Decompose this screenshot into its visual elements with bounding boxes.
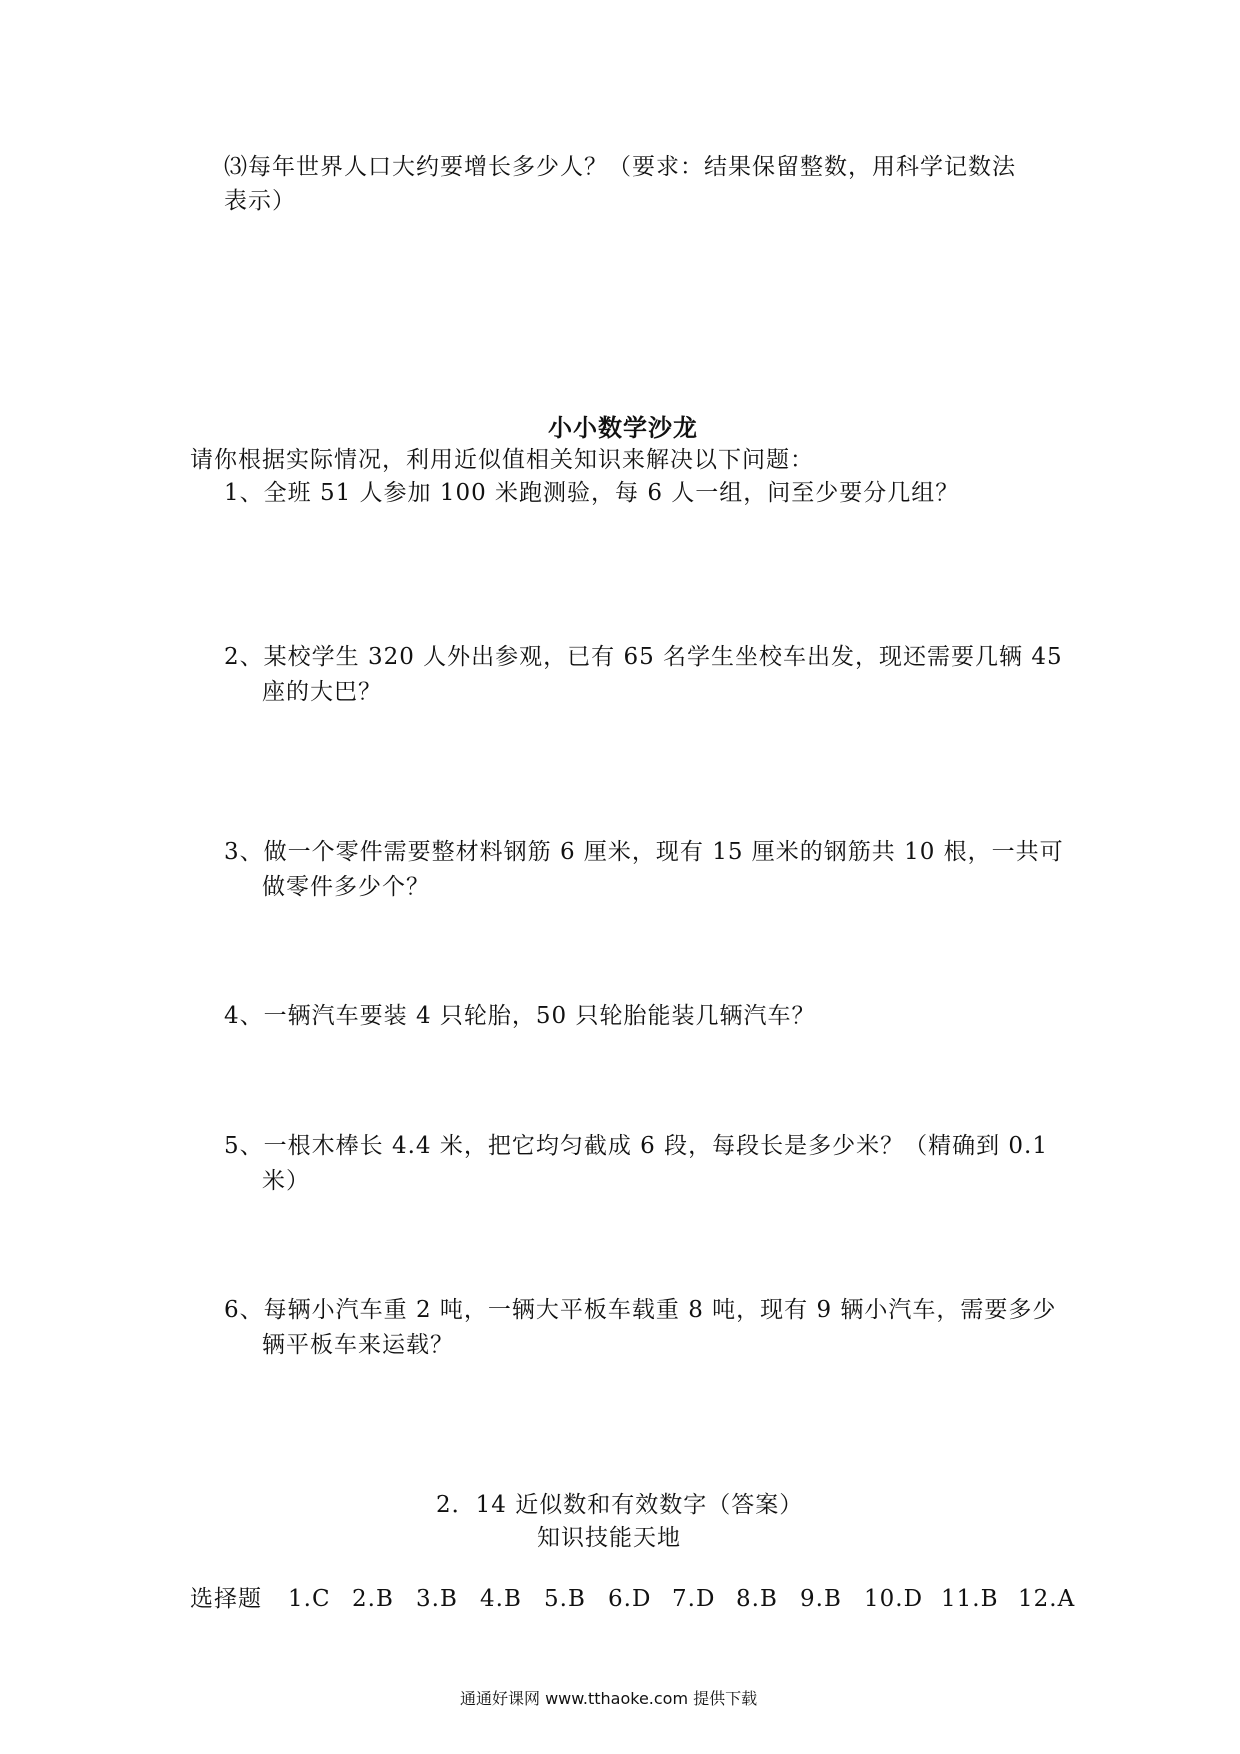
problem-5-line2: 米） (262, 1168, 310, 1194)
problem-3-line2: 做零件多少个？ (262, 874, 430, 900)
page-footer: 通通好课网 www.tthaoke.com 提供下载 (460, 1689, 758, 1708)
answers-label: 选择题 (190, 1586, 262, 1612)
problem-6-line2: 辆平板车来运载？ (262, 1332, 454, 1358)
q3-line2: 表示） (224, 188, 296, 214)
answer-item: 9.B (800, 1586, 842, 1612)
answer-item: 11.B (941, 1586, 999, 1612)
answer-item: 8.B (736, 1586, 778, 1612)
q3-line1: ⑶每年世界人口大约要增长多少人？（要求：结果保留整数，用科学记数法 (224, 154, 1016, 180)
answer-item: 2.B (352, 1586, 394, 1612)
salon-intro: 请你根据实际情况，利用近似值相关知识来解决以下问题： (190, 447, 814, 473)
problem-2-line1: 2、某校学生 320 人外出参观，已有 65 名学生坐校车出发，现还需要几辆 45 (224, 644, 1063, 670)
answer-item: 5.B (544, 1586, 586, 1612)
salon-title: 小小数学沙龙 (548, 413, 698, 442)
problem-5-line1: 5、一根木棒长 4.4 米，把它均匀截成 6 段，每段长是多少米？（精确到 0.1 (224, 1133, 1048, 1159)
answers-title: 2．14 近似数和有效数字（答案） (436, 1492, 804, 1518)
answers-row (190, 1584, 1075, 1614)
problem-4-line1: 4、一辆汽车要装 4 只轮胎，50 只轮胎能装几辆汽车？ (224, 1003, 816, 1029)
answers-subtitle: 知识技能天地 (537, 1525, 681, 1551)
problem-3-line1: 3、做一个零件需要整材料钢筋 6 厘米，现有 15 厘米的钢筋共 10 根，一共可 (224, 839, 1064, 865)
answer-item: 7.D (672, 1586, 716, 1612)
answer-item: 1.C (288, 1586, 331, 1612)
answer-item: 10.D (864, 1586, 924, 1612)
problem-6-line1: 6、每辆小汽车重 2 吨，一辆大平板车载重 8 吨，现有 9 辆小汽车，需要多少 (224, 1297, 1057, 1323)
problem-2-line2: 座的大巴？ (262, 679, 382, 705)
answer-item: 6.D (608, 1586, 652, 1612)
problem-1-line1: 1、全班 51 人参加 100 米跑测验，每 6 人一组，问至少要分几组？ (224, 480, 960, 506)
answer-item: 12.A (1018, 1586, 1076, 1612)
answer-item: 4.B (480, 1586, 522, 1612)
answer-item: 3.B (416, 1586, 458, 1612)
